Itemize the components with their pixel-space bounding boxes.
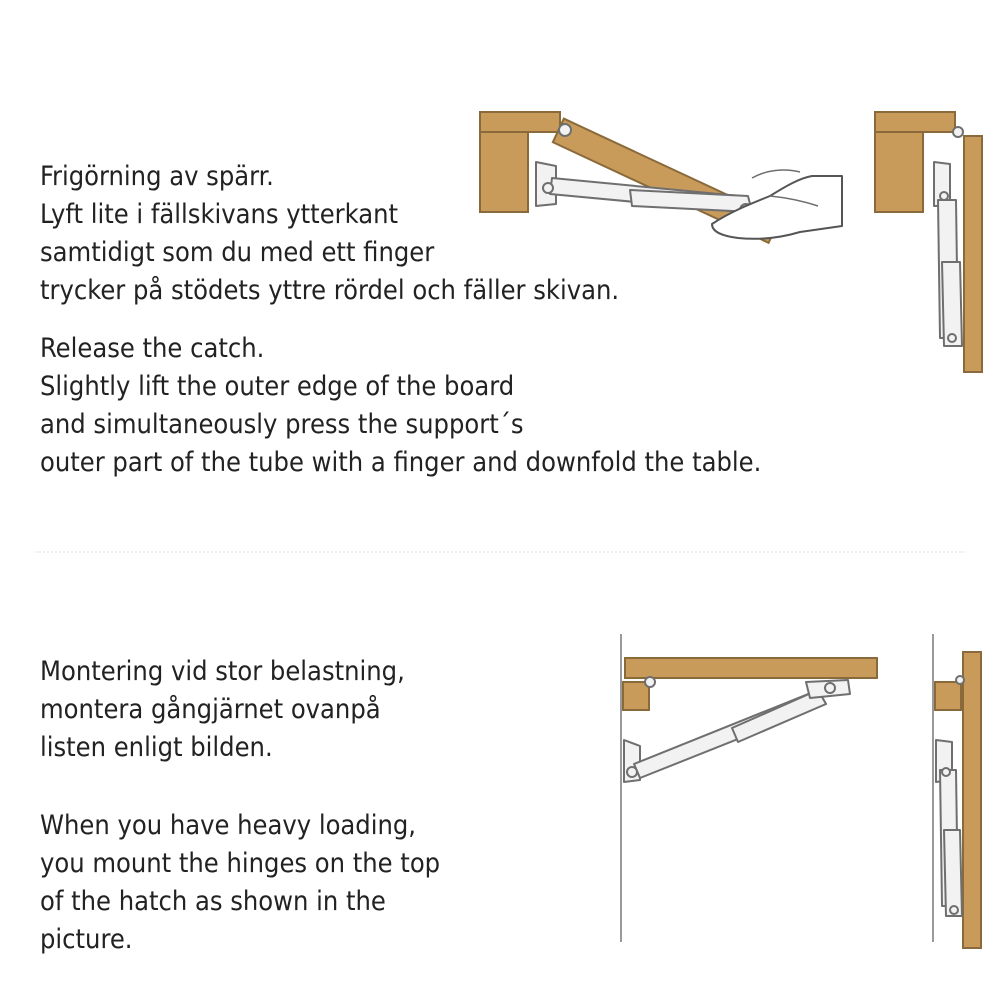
arm-pivot	[942, 768, 950, 776]
cabinet-top	[480, 112, 560, 132]
cabinet-side	[480, 132, 528, 212]
text-line: outer part of the tube with a finger and downfold the table.	[40, 447, 762, 478]
text-line: samtidigt som du med ett finger	[40, 237, 435, 268]
folded-board	[964, 136, 982, 372]
arm-pivot	[948, 334, 956, 342]
text-line: montera gångjärnet ovanpå	[40, 694, 381, 725]
arm-pivot	[825, 683, 835, 693]
text-line: you mount the hinges on the top	[40, 848, 441, 879]
text-line: Release the catch.	[40, 333, 265, 364]
text-line: of the hatch as shown in the	[40, 886, 386, 917]
text-line: and simultaneously press the support´s	[40, 409, 524, 440]
horizontal-board	[625, 658, 877, 678]
support-arm-outer-tube	[630, 190, 752, 212]
cabinet-top	[875, 112, 955, 132]
text-line: trycker på stödets yttre rördel och fäller skivan.	[40, 275, 620, 306]
text-line: Lyft lite i fällskivans ytterkant	[40, 199, 399, 230]
heavy-load-illustration-open	[621, 634, 877, 942]
text-line: listen enligt bilden.	[40, 732, 273, 763]
release-illustration-folded	[875, 112, 982, 372]
arm-pivot	[543, 183, 553, 193]
batten-strip	[623, 682, 649, 710]
arm-pivot	[627, 767, 637, 777]
folded-board	[963, 652, 981, 948]
folded-support-tube	[944, 830, 962, 916]
top-hinge	[956, 676, 964, 684]
arm-pivot	[940, 192, 948, 200]
text-line: Montering vid stor belastning,	[40, 656, 405, 687]
arm-pivot	[950, 906, 958, 914]
batten-strip	[935, 682, 961, 710]
top-hinge	[559, 124, 571, 136]
heavy-load-illustration-folded	[933, 634, 981, 948]
text-line: When you have heavy loading,	[40, 810, 417, 841]
top-hinge	[645, 677, 655, 687]
top-hinge	[953, 127, 963, 137]
cabinet-side	[875, 132, 923, 212]
text-line: picture.	[40, 924, 133, 955]
text-line: Frigörning av spärr.	[40, 161, 274, 192]
release-illustration-tilted	[480, 112, 842, 243]
text-line: Slightly lift the outer edge of the board	[40, 371, 515, 402]
